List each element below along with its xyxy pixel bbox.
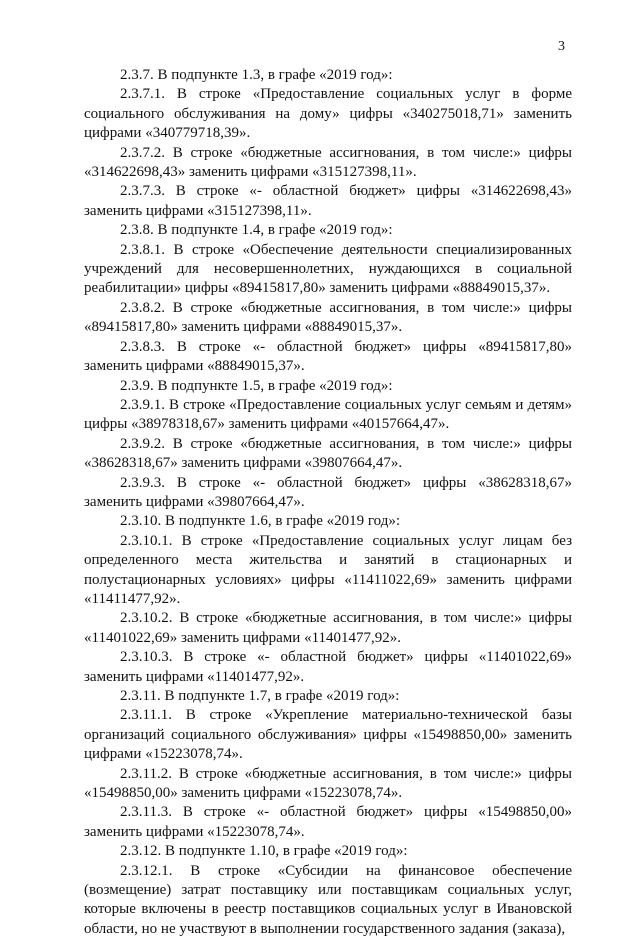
paragraph: 2.3.10.2. В строке «бюджетные ассигнования, в том числе:» цифры «11401022,69» заменить цифрами «11401477,92».	[84, 610, 572, 646]
paragraph: 2.3.8.1. В строке «Обеспечение деятельности специализированных учреждений для несовершеннолетних, нуждающихся в социальной реабилитации» цифры «89415817,80» заменить цифрами «88849015,37».	[84, 241, 572, 297]
paragraph: 2.3.11.3. В строке «- областной бюджет» цифры «15498850,00» заменить цифрами «15223078,74».	[84, 804, 572, 840]
paragraph: 2.3.12.1. В строке «Субсидии на финансовое обеспечение (возмещение) затрат поставщику или поставщикам социальных услуг, которые включены в реестр поставщиков социальных услуг в Ивановской области, но не участвуют в выполнении государственного задания (заказа),	[84, 862, 572, 937]
paragraph: 2.3.10.3. В строке «- областной бюджет» цифры «11401022,69» заменить цифрами «11401477,92».	[84, 649, 572, 685]
paragraph: 2.3.8. В подпункте 1.4, в графе «2019 год»:	[120, 222, 393, 239]
paragraph: 2.3.7. В подпункте 1.3, в графе «2019 год»:	[120, 67, 393, 83]
page-number: 3	[558, 39, 565, 54]
paragraph: 2.3.7.2. В строке «бюджетные ассигнования, в том числе:» цифры «314622698,43» заменить цифрами «315127398,11».	[84, 144, 572, 181]
paragraph: 2.3.11. В подпункте 1.7, в графе «2019 год»:	[120, 688, 400, 704]
paragraph: 2.3.9.2. В строке «бюджетные ассигнования, в том числе:» цифры «38628318,67» заменить цифрами «39807664,47».	[84, 435, 572, 472]
paragraph: 2.3.12. В подпункте 1.10, в графе «2019 год»:	[120, 843, 408, 860]
paragraph: 2.3.8.2. В строке «бюджетные ассигнования, в том числе:» цифры «89415817,80» заменить цифрами «88849015,37».	[84, 299, 572, 336]
paragraph: 2.3.9.1. В строке «Предоставление социальных услуг семьям и детям» цифры «38978318,67» заменить цифрами «40157664,47».	[84, 396, 572, 433]
paragraph: 2.3.10.1. В строке «Предоставление социальных услуг лицам без определенного места жительства и занятий в стационарных и полустационарных условиях» цифры «11411022,69» заменить цифрами «11411477,92».	[84, 532, 572, 607]
paragraph: 2.3.7.3. В строке «- областной бюджет» цифры «314622698,43» заменить цифрами «315127398,11».	[84, 183, 572, 219]
paragraph: 2.3.9.3. В строке «- областной бюджет» цифры «38628318,67» заменить цифрами «39807664,47».	[84, 474, 572, 510]
paragraph: 2.3.11.1. В строке «Укрепление материально-технической базы организаций социального обслуживания» цифры «15498850,00» заменить цифрами «15223078,74».	[84, 707, 572, 763]
paragraph: 2.3.11.2. В строке «бюджетные ассигнования, в том числе:» цифры «15498850,00» заменить цифрами «15223078,74».	[84, 765, 572, 802]
paragraph: 2.3.8.3. В строке «- областной бюджет» цифры «89415817,80» заменить цифрами «88849015,37».	[84, 338, 572, 375]
paragraph: 2.3.9. В подпункте 1.5, в графе «2019 год»:	[120, 377, 393, 394]
paragraph: 2.3.10. В подпункте 1.6, в графе «2019 год»:	[120, 513, 401, 530]
document-body	[84, 66, 572, 939]
paragraph: 2.3.7.1. В строке «Предоставление социальных услуг в форме социального обслуживания на дому» цифры «340275018,71» заменить цифрами «340779718,39».	[84, 86, 572, 142]
